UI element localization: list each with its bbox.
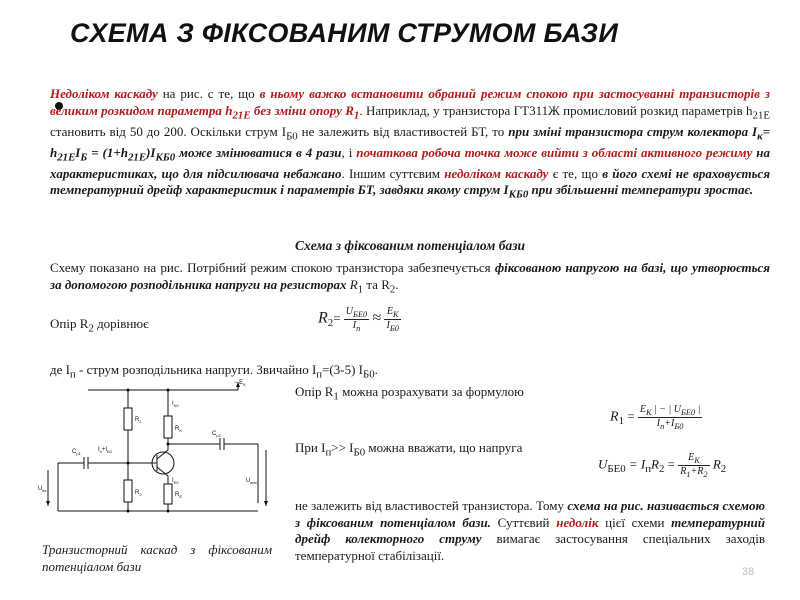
formula-r1: $R_1$ = $\frac{E_K | - | U_{БЕ0} |}{I_п+I_{Б0}}$	[610, 404, 701, 431]
condition-line	[295, 440, 522, 459]
label-divider-current: $I_п+I_{Б0}$	[98, 447, 112, 454]
text: можна розрахувати за формулою	[338, 384, 524, 399]
label-re: $R_E$	[175, 492, 183, 499]
red-text: початкова робоча точка може вийти з області активного режиму	[356, 144, 753, 160]
subscript: Б0	[286, 130, 298, 143]
numerator: $E_К$	[384, 306, 400, 320]
paragraph-drawbacks	[50, 86, 770, 203]
formula-lhs: R	[610, 409, 619, 425]
label-ie0: $I_{E0}$	[172, 478, 179, 485]
label-uin: $U_{вх}$	[38, 486, 47, 493]
subscript: 2	[389, 283, 396, 296]
bold-text: фіксованою напругою на базі, що утворюється за допомогою розподільника напруги на резисторах	[50, 260, 771, 292]
label-ik0: $I_{K0}$	[172, 401, 179, 408]
subscript: 21Е	[57, 151, 76, 164]
paragraph-conclusion	[295, 498, 765, 564]
denominator: $I_{Б0}$	[386, 320, 399, 333]
subscript: Б0	[363, 368, 375, 381]
text: є те, що	[548, 165, 603, 181]
figure-caption: Транзисторний каскад з фіксованим потенціалом бази	[42, 542, 272, 574]
text: не залежить від властивостей транзистора. Тому	[295, 498, 568, 513]
text: Схему показано на рис. Потрібний режим спокою транзистора забезпечується	[50, 260, 495, 275]
numerator: $E_K$ | − | $U_{БЕ0}$ |	[639, 404, 701, 417]
text: Суттєвий	[490, 514, 557, 530]
red-text: Недоліком каскаду	[50, 86, 158, 101]
red-text: недоліком каскаду	[444, 165, 549, 181]
numerator: $U_{БЕ0}$	[345, 306, 368, 319]
subscript: КБ0	[155, 151, 176, 164]
text: на рис. с те, що	[157, 86, 260, 101]
section-heading: Схема з фіксованим потенціалом бази	[294, 238, 525, 253]
bold-text: при зміні транзистора струм колектора I	[508, 123, 758, 139]
text: можна вважати, що напруга	[365, 440, 523, 455]
text: , і	[341, 144, 357, 160]
label-cp2: $C_{p2}$	[212, 431, 221, 438]
paragraph-scheme	[50, 260, 770, 298]
text: >> I	[331, 440, 354, 455]
subscript: 21Е	[128, 151, 147, 164]
formula-eq: =	[333, 310, 341, 326]
text: становить від 50 до 200. Оскільки струм I	[50, 123, 287, 139]
bold-text: )I	[146, 144, 156, 160]
fraction	[344, 306, 369, 333]
resistor-rk	[164, 416, 172, 438]
bold-text: I	[75, 144, 81, 160]
text: При I	[295, 440, 326, 455]
subscript: БЕ0	[607, 463, 626, 476]
text: вимагає застосування спеціальних заходів температурної стабілізації.	[295, 531, 765, 563]
fraction	[384, 306, 400, 333]
fraction	[678, 452, 709, 479]
text: .	[374, 362, 378, 377]
red-text: в ньому важко встановити обраний режим спокою при застосуванні транзисторів з великим розкидом параметра h	[50, 86, 770, 118]
resistor-re	[164, 484, 172, 504]
page-number: 38	[742, 566, 755, 578]
numerator: $E_K$	[678, 452, 709, 466]
circuit-diagram	[38, 378, 283, 518]
formula-lhs: R	[318, 309, 328, 327]
opir2-line	[50, 316, 149, 335]
bold-text: в його схемі не враховується температурний дрейф характеристик і параметрів БТ, завдяки якому струм I	[50, 165, 771, 198]
red-text: недолік	[556, 514, 599, 530]
text: .	[395, 276, 399, 292]
subscript: 21Е	[232, 109, 251, 122]
label-rk: $R_K$	[175, 426, 183, 433]
text: цієї схеми	[598, 514, 672, 530]
subscript: п	[69, 368, 76, 381]
text: - струм розподільника напруги. Звичайно I	[75, 362, 317, 377]
formula-ube0	[598, 452, 726, 479]
red-text: без зміни опору R	[250, 102, 354, 118]
subscript: к	[757, 130, 763, 143]
opir1-line	[295, 384, 524, 403]
subscript: п	[325, 446, 332, 459]
denominator: $I_п+I_{Б0}$	[656, 418, 684, 431]
bold-text: = h	[50, 123, 771, 160]
subscript: 2	[327, 317, 334, 330]
label-r2: $R_2$	[135, 490, 142, 497]
subscript: 2	[720, 463, 727, 476]
subscript: 2	[659, 463, 665, 476]
text: R	[651, 456, 659, 472]
slide-title: СХЕМА З ФІКСОВАНИМ СТРУМОМ БАЗИ	[70, 18, 619, 48]
label-cp1: $C_{p1}$	[72, 449, 81, 456]
subscript: 2	[88, 322, 94, 335]
subscript: п	[645, 463, 652, 476]
approx-sign: ≈	[372, 309, 382, 327]
formula-lhs: U	[598, 456, 608, 472]
formula-r2	[318, 306, 401, 333]
text: =	[664, 456, 679, 472]
text: де I	[50, 362, 70, 377]
subscript: 1	[353, 109, 360, 122]
bold-text: = (1+h	[87, 144, 129, 160]
text: =(3-5) I	[322, 362, 363, 377]
fraction	[638, 404, 703, 431]
text: Опір R	[50, 316, 89, 331]
label-r1: $R_1$	[135, 417, 142, 424]
bold-text: може змінюватися в 4 рази	[175, 144, 342, 160]
subscript: Б0	[353, 446, 366, 459]
text: R	[346, 276, 358, 292]
text: не залежить від властивостей БТ, то	[297, 123, 509, 139]
bold-text: схема на рис. називається схемою з фіксованим потенціалом бази.	[295, 498, 765, 530]
bold-text: температурний дрейф колекторного струму	[295, 514, 765, 546]
denominator: $R_1+R_2$	[680, 466, 708, 479]
resistor-r2	[124, 480, 132, 502]
bold-text: при збільшенні температури зростає.	[528, 182, 754, 198]
subscript: 1	[357, 283, 364, 296]
denominator: $I_п$	[352, 320, 361, 333]
label-uout: $U_{вих}$	[246, 478, 257, 485]
text: R	[712, 456, 721, 472]
subscript: 21Е	[752, 109, 770, 122]
text: = I	[625, 456, 646, 472]
bold-text: на характеристиках, що для підсилювача небажано	[50, 144, 770, 181]
subscript: Б	[80, 151, 88, 164]
text: Опір R	[295, 384, 334, 399]
subscript: п	[316, 368, 323, 381]
subscript: 1	[618, 415, 624, 428]
text: та R	[363, 276, 390, 292]
resistor-r1	[124, 408, 132, 430]
label-supply: − $E_K$	[234, 380, 246, 387]
text: . Наприклад, у транзистора ГТ311Ж промисловий розкид параметрів h	[359, 102, 753, 118]
text: дорівнює	[93, 316, 149, 331]
subscript: 1	[333, 390, 339, 403]
subscript: КБ0	[508, 188, 529, 201]
text: . Іншим суттєвим	[341, 165, 445, 181]
